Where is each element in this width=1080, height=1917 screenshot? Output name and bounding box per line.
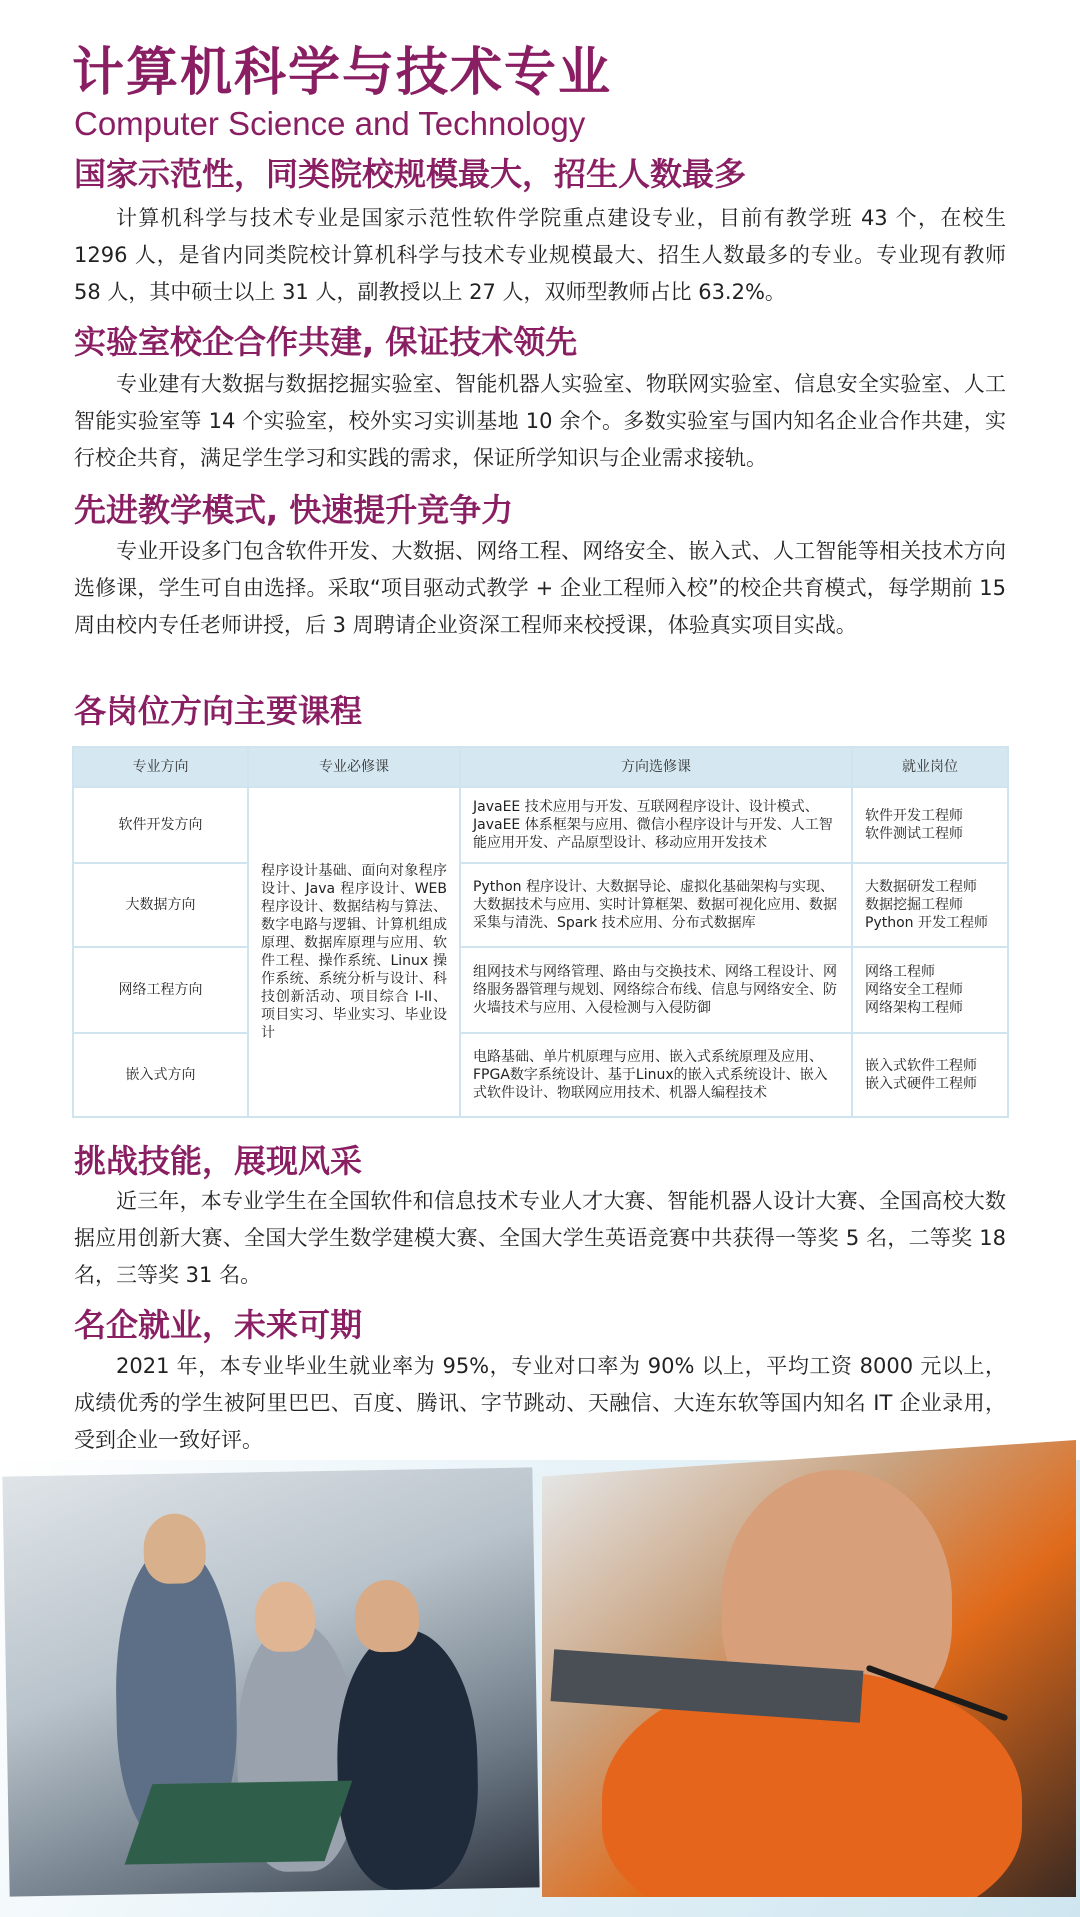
teacher-head: [143, 1513, 206, 1584]
electives-cell: Python 程序设计、大数据导论、虚拟化基础架构与实现、大数据技术与应用、实时计算框架、数据可视化应用、数据采集与清洗、Spark 技术应用、分布式数据库: [460, 863, 852, 947]
section-heading-courses: 各岗位方向主要课程: [74, 692, 363, 730]
student-figure-2: [335, 1628, 480, 1890]
electives-cell: 电路基础、单片机原理与应用、嵌入式系统原理及应用、FPGA数字系统设计、基于Linux的嵌入式系统设计、嵌入式软件设计、物联网应用技术、机器人编程技术: [460, 1033, 852, 1117]
job-item: 软件开发工程师: [865, 808, 963, 824]
job-item: 嵌入式硬件工程师: [865, 1076, 977, 1092]
job-item: 大数据研发工程师: [865, 879, 977, 895]
direction-cell: 网络工程方向: [73, 947, 248, 1033]
hardware-photo: [542, 1440, 1076, 1897]
jobs-cell: [852, 863, 1008, 947]
electives-cell: JavaEE 技术应用与开发、互联网程序设计、设计模式、JavaEE 体系框架与应用、微信小程序设计与开发、人工智能应用开发、产品原型设计、移动应用开发技术: [460, 787, 852, 863]
table-header-jobs: 就业岗位: [852, 747, 1008, 787]
required-courses-cell: 程序设计基础、面向对象程序设计、Java 程序设计、WEB 程序设计、数据结构与算法、数字电路与逻辑、计算机组成原理、数据库原理与应用、软件工程、操作系统、Linux 操作系统、系统分析与设计、科技创新活动、项目综合 I-II、项目实习、毕业实习、毕业设计: [248, 787, 460, 1117]
student-head: [254, 1581, 315, 1652]
direction-cell: 嵌入式方向: [73, 1033, 248, 1117]
section-heading-teaching: 先进教学模式, 快速提升竞争力: [74, 491, 514, 529]
jobs-cell: [852, 1033, 1008, 1117]
section-heading-labs: 实验室校企合作共建, 保证技术领先: [74, 323, 578, 361]
circuit-board: [125, 1781, 353, 1865]
section-body-scale: 计算机科学与技术专业是国家示范性软件学院重点建设专业，目前有教学班 43 个，在校生 1296 人，是省内同类院校计算机科学与技术专业规模最大、招生人数最多的专业。专业现有教师 58 人，其中硕士以上 31 人，副教授以上 27 人，双师型教师占比 63.2%。: [74, 206, 1006, 304]
table-header-direction: 专业方向: [73, 747, 248, 787]
job-item: 网络安全工程师: [865, 982, 963, 998]
page-subtitle-english: Computer Science and Technology: [74, 105, 586, 142]
table-row: [73, 787, 1008, 863]
section-heading-employment: 名企就业，未来可期: [74, 1306, 363, 1344]
section-body-competitions: 近三年，本专业学生在全国软件和信息技术专业人才大赛、智能机器人设计大赛、全国高校大数据应用创新大赛、全国大学生数学建模大赛、全国大学生英语竞赛中共获得一等奖 5 名，二等奖 18 名，三等奖 31 名。: [74, 1189, 1006, 1287]
table-row: [73, 947, 1008, 1033]
table-header-electives: 方向选修课: [460, 747, 852, 787]
page-title: 计算机科学与技术专业: [72, 43, 613, 103]
job-item: Python 开发工程师: [865, 915, 988, 931]
section-body-employment: 2021 年，本专业毕业生就业率为 95%，专业对口率为 90% 以上，平均工资 8000 元以上，成绩优秀的学生被阿里巴巴、百度、腾讯、字节跳动、天融信、大连东软等国内知名 IT 企业录用，受到企业一致好评。: [74, 1354, 1006, 1452]
classroom-photo: [2, 1467, 539, 1896]
table-header-required: 专业必修课: [248, 747, 460, 787]
direction-cell: 软件开发方向: [73, 787, 248, 863]
section-heading-scale: 国家示范性，同类院校规模最大，招生人数最多: [74, 155, 747, 193]
section-body-teaching: 专业开设多门包含软件开发、大数据、网络工程、网络安全、嵌入式、人工智能等相关技术方向选修课，学生可自由选择。采取“项目驱动式教学 + 企业工程师入校”的校企共育模式，每学期前 15 周由校内专任老师讲授，后 3 周聘请企业资深工程师来校授课，体验真实项目实战。: [74, 539, 1006, 637]
job-item: 嵌入式软件工程师: [865, 1058, 977, 1074]
section-heading-competitions: 挑战技能，展现风采: [74, 1142, 363, 1180]
job-item: 软件测试工程师: [865, 826, 963, 842]
table-row: [73, 863, 1008, 947]
jobs-cell: [852, 787, 1008, 863]
course-table: [72, 746, 1009, 1118]
photo-collage: [0, 1460, 1080, 1917]
direction-cell: 大数据方向: [73, 863, 248, 947]
section-body-labs: 专业建有大数据与数据挖掘实验室、智能机器人实验室、物联网实验室、信息安全实验室、人工智能实验室等 14 个实验室，校外实习实训基地 10 余个。多数实验室与国内知名企业合作共建，实行校企共育，满足学生学习和实践的需求，保证所学知识与企业需求接轨。: [74, 372, 1006, 470]
table-header-row: [73, 747, 1008, 787]
job-item: 网络架构工程师: [865, 1000, 963, 1016]
job-item: 数据挖掘工程师: [865, 897, 963, 913]
table-row: [73, 1033, 1008, 1117]
jobs-cell: [852, 947, 1008, 1033]
electives-cell: 组网技术与网络管理、路由与交换技术、网络工程设计、网络服务器管理与规划、网络综合布线、信息与网络安全、防火墙技术与应用、入侵检测与入侵防御: [460, 947, 852, 1033]
job-item: 网络工程师: [865, 964, 935, 980]
student-head-2: [354, 1579, 419, 1652]
